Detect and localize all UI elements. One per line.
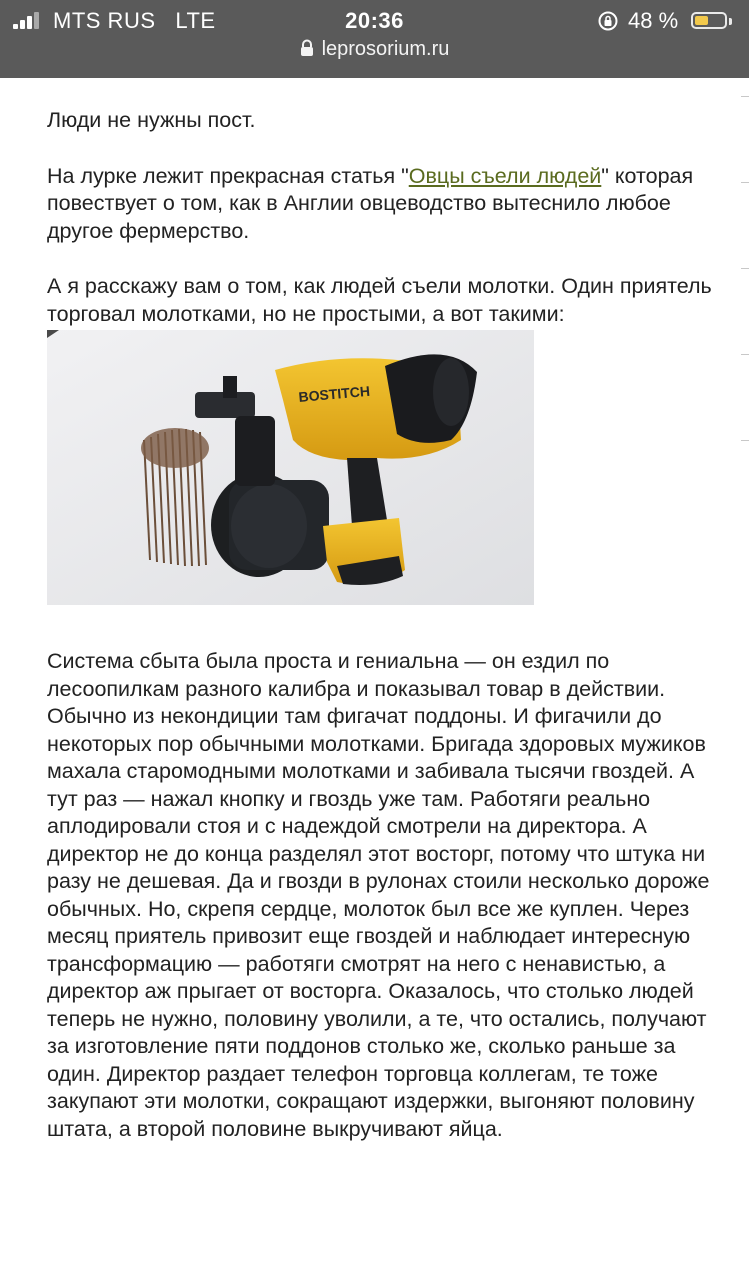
hammer-paragraph: А я расскажу вам о том, как людей съели молотки. Один приятель торговал молотками, но не простыми, а вот такими: bbox=[47, 274, 712, 326]
lock-icon bbox=[300, 39, 314, 57]
clock: 20:36 bbox=[345, 8, 404, 33]
story-paragraph: Система сбыта была проста и гениальна — он ездил по лесоопилкам разного калибра и показывал товар в действии. Обычно из некондиции там фигачат поддоны. И фигачили до некоторых пор обычными молотками. Бригада здоровых мужиков махала старомодными молотками и забивала тысячи гвоздей. А тут раз — нажал кнопку и гвоздь уже там. Работяги реально аплодировали стоя и с надеждой смотрели на директора. А директор не до конца разделял этот восторг, потому что штука ни разу не дешевая. Да и гвозди в рулонах стоили несколько дороже обычных. Но, скрепя сердце, молоток был все же куплен. Через месяц приятель привозит еще гвоздей и наблюдает интересную трансформацию — работяги смотрят на него с ненавистью, а директор аж прыгает от восторга. Оказалось, что столько людей теперь не нужно, половину уволили, а те, что остались, получают за изготовление пяти поддонов столько же, сколько раньше за один. Директор раздает телефон торговца коллегам, те тоже закупают эти молотки, сокращают издержки, выгоняют половину штата, а второй половине выкручивают яйца. bbox=[47, 649, 710, 1141]
rotation-lock-icon bbox=[597, 10, 619, 32]
battery-level-fill bbox=[695, 16, 708, 25]
lurk-text-after: " которая повествует о том, как в Англии овцеводство вытеснило любое другое фермерство. bbox=[47, 163, 694, 243]
address-bar[interactable] bbox=[0, 38, 749, 72]
nail-gun-photo[interactable] bbox=[47, 330, 534, 605]
post-body bbox=[47, 78, 717, 1143]
carrier-label: MTS RUS LTE bbox=[53, 8, 216, 33]
status-bar bbox=[0, 0, 749, 40]
battery-percentage: 48 % bbox=[628, 8, 679, 33]
url-domain: leprosorium.ru bbox=[321, 38, 450, 60]
lurk-paragraph bbox=[47, 163, 717, 246]
battery-icon bbox=[691, 12, 727, 29]
lurk-text-before: На лурке лежит прекрасная статья " bbox=[47, 163, 409, 188]
battery-cap bbox=[729, 18, 732, 25]
brand-label: BOSTITCH bbox=[297, 382, 371, 405]
browser-top-bar bbox=[0, 0, 749, 78]
post-title-line: Люди не нужны пост. bbox=[47, 108, 256, 132]
lurk-article-link[interactable]: Овцы съели людей bbox=[408, 163, 602, 188]
